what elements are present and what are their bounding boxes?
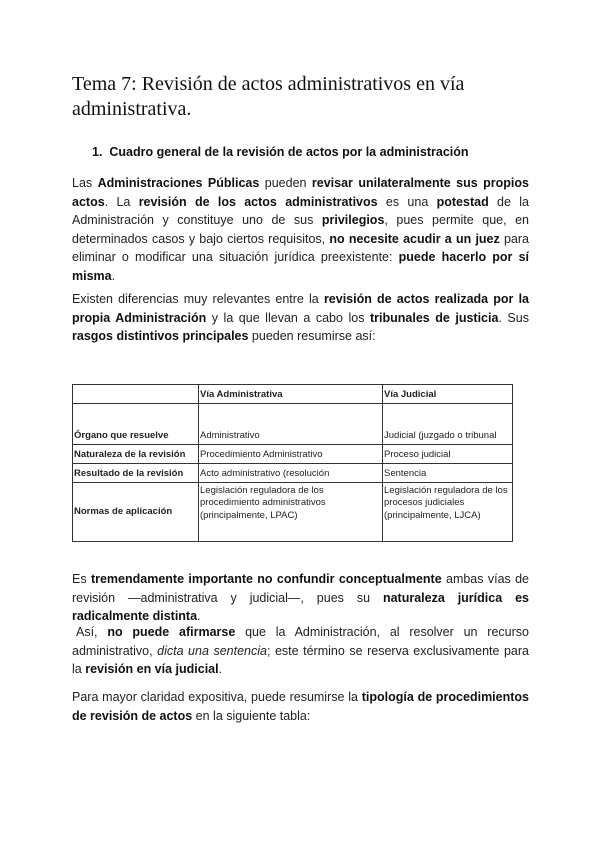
comparison-table [72, 384, 513, 542]
row-label: Naturaleza de la revisión [73, 445, 199, 464]
table-header-cell [73, 385, 199, 404]
row-label: Resultado de la revisión [73, 464, 199, 483]
section-heading-text: Cuadro general de la revisión de actos por la administración [109, 145, 469, 159]
cell-admin: Procedimiento Administrativo [199, 445, 383, 464]
paragraph-intro: Las Administraciones Públicas pueden revisar unilateralmente sus propios actos. La revisión de los actos administrativos es una potestad de la Administración y constituye uno de sus privilegios, pues permite que, en determinados casos y bajo ciertos requisitos, no necesite acudir a un juez para eliminar o modificar una situación jurídica preexistente: puede hacerlo por sí misma. [72, 176, 529, 283]
table-header-row [73, 385, 513, 404]
document-title: Tema 7: Revisión de actos administrativos en vía administrativa. [72, 73, 465, 120]
table-row [73, 404, 513, 445]
row-label: Órgano que resuelve [73, 404, 199, 445]
cell-admin: Acto administrativo (resolución [199, 464, 383, 483]
cell-judicial: Legislación reguladora de los procesos judiciales (principalmente, LJCA) [383, 483, 513, 542]
paragraph-differences: Existen diferencias muy relevantes entre la revisión de actos realizada por la propia Administración y la que llevan a cabo los tribunales de justicia. Sus rasgos distintivos principales pueden resumirse así: [72, 292, 529, 344]
cell-admin: Legislación reguladora de los procedimiento administrativos (principalmente, LPAC) [199, 483, 383, 542]
row-label: Normas de aplicación [73, 483, 199, 542]
table-row [73, 483, 513, 542]
table-header-cell: Vía Administrativa [199, 385, 383, 404]
paragraph-importance: Es tremendamente importante no confundir conceptualmente ambas vías de revisión —administrativa y judicial—, pues su naturaleza jurídica es radicalmente distinta. [72, 572, 530, 624]
cell-judicial: Judicial (juzgado o tribunal [383, 404, 513, 445]
cell-judicial: Proceso judicial [383, 445, 513, 464]
cell-judicial: Sentencia [383, 464, 513, 483]
table-header-cell: Vía Judicial [383, 385, 513, 404]
section-number: 1. [92, 145, 103, 159]
paragraph-typology: Para mayor claridad expositiva, puede resumirse la tipología de procedimientos de revisión de actos en la siguiente tabla: [72, 690, 529, 723]
cell-admin: Administrativo [199, 404, 383, 445]
section-heading [92, 143, 469, 161]
table-row [73, 445, 513, 464]
table-row [73, 464, 513, 483]
paragraph-sentence: Así, no puede afirmarse que la Administración, al resolver un recurso administrativo, dicta una sentencia; este término se reserva exclusivamente para la revisión en vía judicial. [72, 625, 530, 677]
